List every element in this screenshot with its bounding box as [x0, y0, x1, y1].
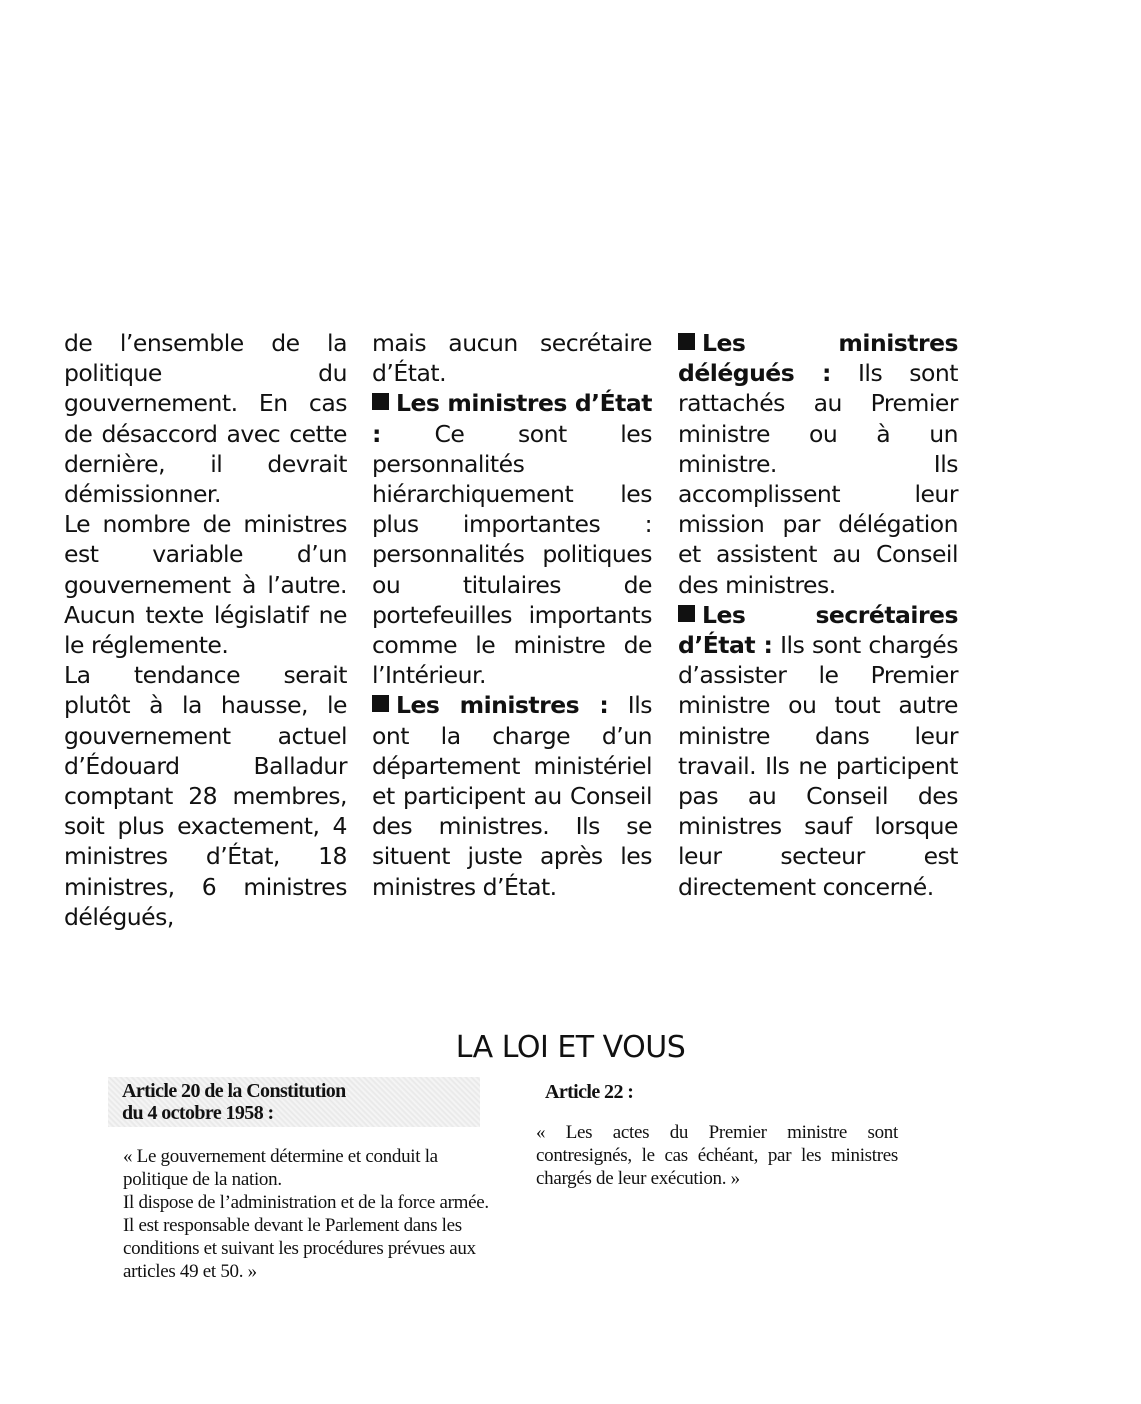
- secretaires-paragraph: [678, 600, 958, 902]
- article-paragraph: « Le gouvernement détermine et conduit la politique de la nation.: [123, 1146, 438, 1190]
- square-bullet-icon: [678, 333, 695, 350]
- section-label: Les secrétaires d’État :: [678, 600, 958, 660]
- square-bullet-icon: [372, 393, 389, 410]
- paragraph: mais aucun secrétaire d’État.: [372, 329, 652, 388]
- ministres-etat-paragraph: [372, 388, 652, 690]
- text-column-2: [372, 328, 652, 902]
- paragraph: de l’ensemble de la politique du gouvernement. En cas de désaccord avec cette dernière, il devrait démissionner.: [64, 329, 347, 509]
- article-paragraph: Il dispose de l’administration et de la force armée. Il est responsable devant le Parlement dans les conditions et suivant les procédures prévues aux articles 49 et 50. »: [123, 1192, 489, 1282]
- section-label: Les ministres :: [396, 691, 609, 720]
- heading-line: Article 20 de la Constitution: [122, 1080, 346, 1102]
- section-text: Ils sont rattachés au Premier ministre ou à un ministre. Ils accomplissent leur mission par délégation et assistent au Conseil des ministres.: [678, 359, 959, 599]
- ministres-paragraph: [372, 690, 652, 901]
- article-20-text: [123, 1145, 495, 1283]
- heading-line: du 4 octobre 1958 :: [122, 1102, 274, 1124]
- article-22-heading: Article 22 :: [545, 1081, 634, 1103]
- paragraph: La tendance serait plutôt à la hausse, le gouvernement actuel d’Édouard Balladur comptant 28 membres, soit plus exactement, 4 ministres d’État, 18 ministres, 6 ministres délégués,: [64, 661, 347, 931]
- section-text: Ils ont la charge d’un département ministériel et participent au Conseil des ministres. Ils se situent juste après les ministres d’État.: [372, 691, 652, 901]
- section-text: Ils sont chargés d’assister le Premier ministre ou tout autre ministre dans leur travail. Ils ne participent pas au Conseil des ministres sauf lorsque leur secteur est directement concerné.: [678, 631, 958, 901]
- section-label: Les ministres d’État :: [372, 389, 652, 448]
- law-section-title: LA LOI ET VOUS: [455, 1030, 686, 1065]
- article-20-heading: [108, 1077, 480, 1127]
- text-column-3: [678, 328, 958, 902]
- delegues-paragraph: [678, 328, 958, 600]
- article-22-text: « Les actes du Premier ministre sont contresignés, le cas échéant, par les ministres chargés de leur exécution. »: [536, 1122, 898, 1189]
- section-label: Les ministres délégués :: [678, 329, 958, 388]
- paragraph: Le nombre de ministres est variable d’un gouvernement à l’autre. Aucun texte législatif ne le réglemente.: [64, 510, 347, 660]
- text-column-1: [64, 328, 347, 932]
- square-bullet-icon: [372, 695, 389, 712]
- square-bullet-icon: [678, 605, 695, 622]
- section-text: Ce sont les personnalités hiérarchiquement les plus importantes : personnalités politiques ou titulaires de portefeuilles importants comme le ministre de l’Intérieur.: [372, 419, 652, 690]
